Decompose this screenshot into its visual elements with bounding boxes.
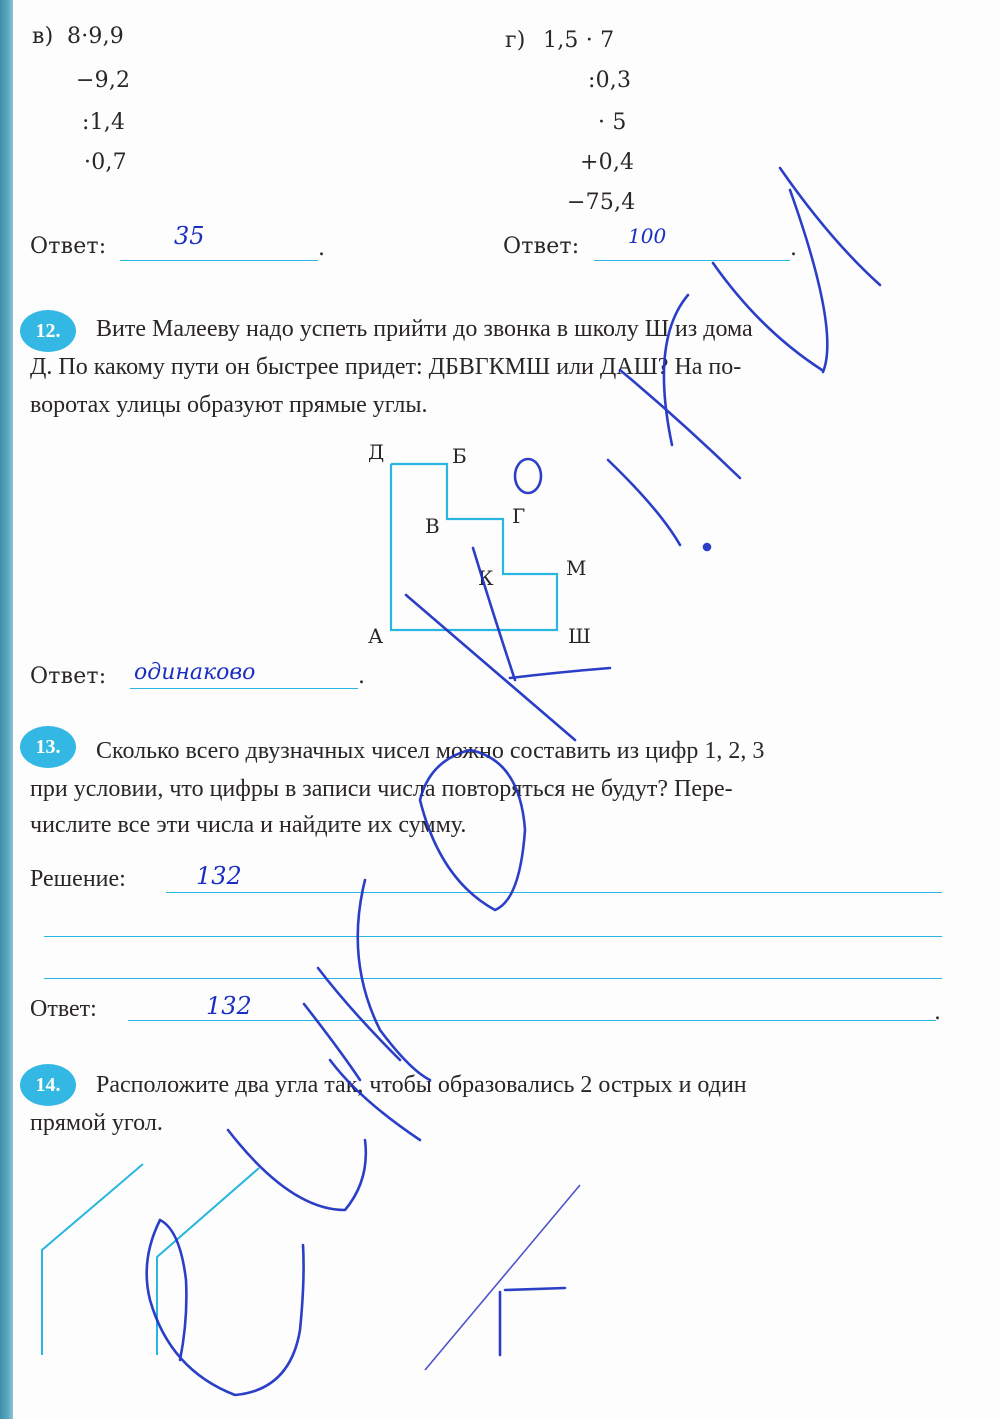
task12-number-badge: 12. — [20, 310, 76, 352]
page-spine-edge — [0, 0, 13, 1419]
task13-text-line: Сколько всего двузначных чисел можно составить из цифр 1, 2, 3 — [96, 738, 765, 764]
task14-text-line: прямой угол. — [30, 1110, 163, 1136]
task11-g-step: · 5 — [598, 110, 627, 135]
task13-solution-line[interactable] — [44, 936, 942, 937]
point-label-sh: Ш — [568, 624, 591, 648]
task14-number-badge: 14. — [20, 1064, 76, 1106]
task11-g-step: 1,5 · 7 — [543, 28, 615, 53]
point-label-d: Д — [368, 440, 385, 464]
period: . — [790, 236, 798, 261]
task14-text-line: Расположите два угла так, чтобы образовались 2 острых и один — [96, 1072, 747, 1098]
task12-text-line: Вите Малееву надо успеть прийти до звонка в школу Ш из дома — [96, 316, 753, 342]
task12-text-line: воротах улицы образуют прямые углы. — [30, 392, 428, 418]
task11-v-step: :1,4 — [82, 110, 126, 135]
task13-answer-label: Ответ: — [30, 996, 97, 1022]
task11-g-step: :0,3 — [588, 68, 632, 93]
point-label-k: К — [478, 566, 494, 590]
period: . — [358, 664, 366, 689]
task11-v-step: 8·9,9 — [67, 24, 124, 49]
task13-text-line: числите все эти числа и найдите их сумму. — [30, 812, 467, 838]
task11-g-answer-label: Ответ: — [503, 234, 580, 259]
task11-v-step: −9,2 — [76, 68, 131, 93]
task12-answer-value[interactable]: одинаково — [134, 660, 256, 685]
task11-v-step: ·0,7 — [84, 150, 127, 175]
task13-number-badge: 13. — [20, 726, 76, 768]
task12-answer-label: Ответ: — [30, 664, 107, 689]
task12-answer-line — [130, 688, 358, 689]
point-label-m: М — [566, 556, 587, 580]
task12-text-line: Д. По какому пути он быстрее придет: ДБВГКМШ или ДАШ? На по- — [30, 354, 742, 380]
task11-v-answer-label: Ответ: — [30, 234, 107, 259]
point-label-a: А — [368, 624, 384, 648]
point-label-g: Г — [512, 504, 526, 528]
point-label-b: Б — [452, 444, 467, 468]
task13-answer-line — [128, 1020, 936, 1021]
task13-solution-value[interactable]: 132 — [196, 862, 242, 890]
task13-solution-line[interactable] — [44, 978, 942, 979]
task11-g-label: г) — [505, 28, 526, 53]
task11-v-answer-value[interactable]: 35 — [174, 222, 205, 250]
task11-v-label: в) — [32, 24, 54, 49]
task13-answer-value[interactable]: 132 — [206, 992, 252, 1020]
point-label-v: В — [425, 514, 440, 538]
task11-g-step: −75,4 — [567, 190, 636, 215]
task11-v-answer-line — [120, 260, 318, 261]
task11-g-answer-value[interactable]: 100 — [628, 224, 667, 248]
task13-solution-label: Решение: — [30, 866, 126, 892]
task11-g-step: +0,4 — [580, 150, 635, 175]
task13-solution-line[interactable] — [166, 892, 942, 893]
task11-g-answer-line — [594, 260, 790, 261]
period: . — [934, 1000, 942, 1025]
period: . — [318, 236, 326, 261]
task13-text-line: при условии, что цифры в записи числа повторяться не будут? Пере- — [30, 776, 733, 802]
